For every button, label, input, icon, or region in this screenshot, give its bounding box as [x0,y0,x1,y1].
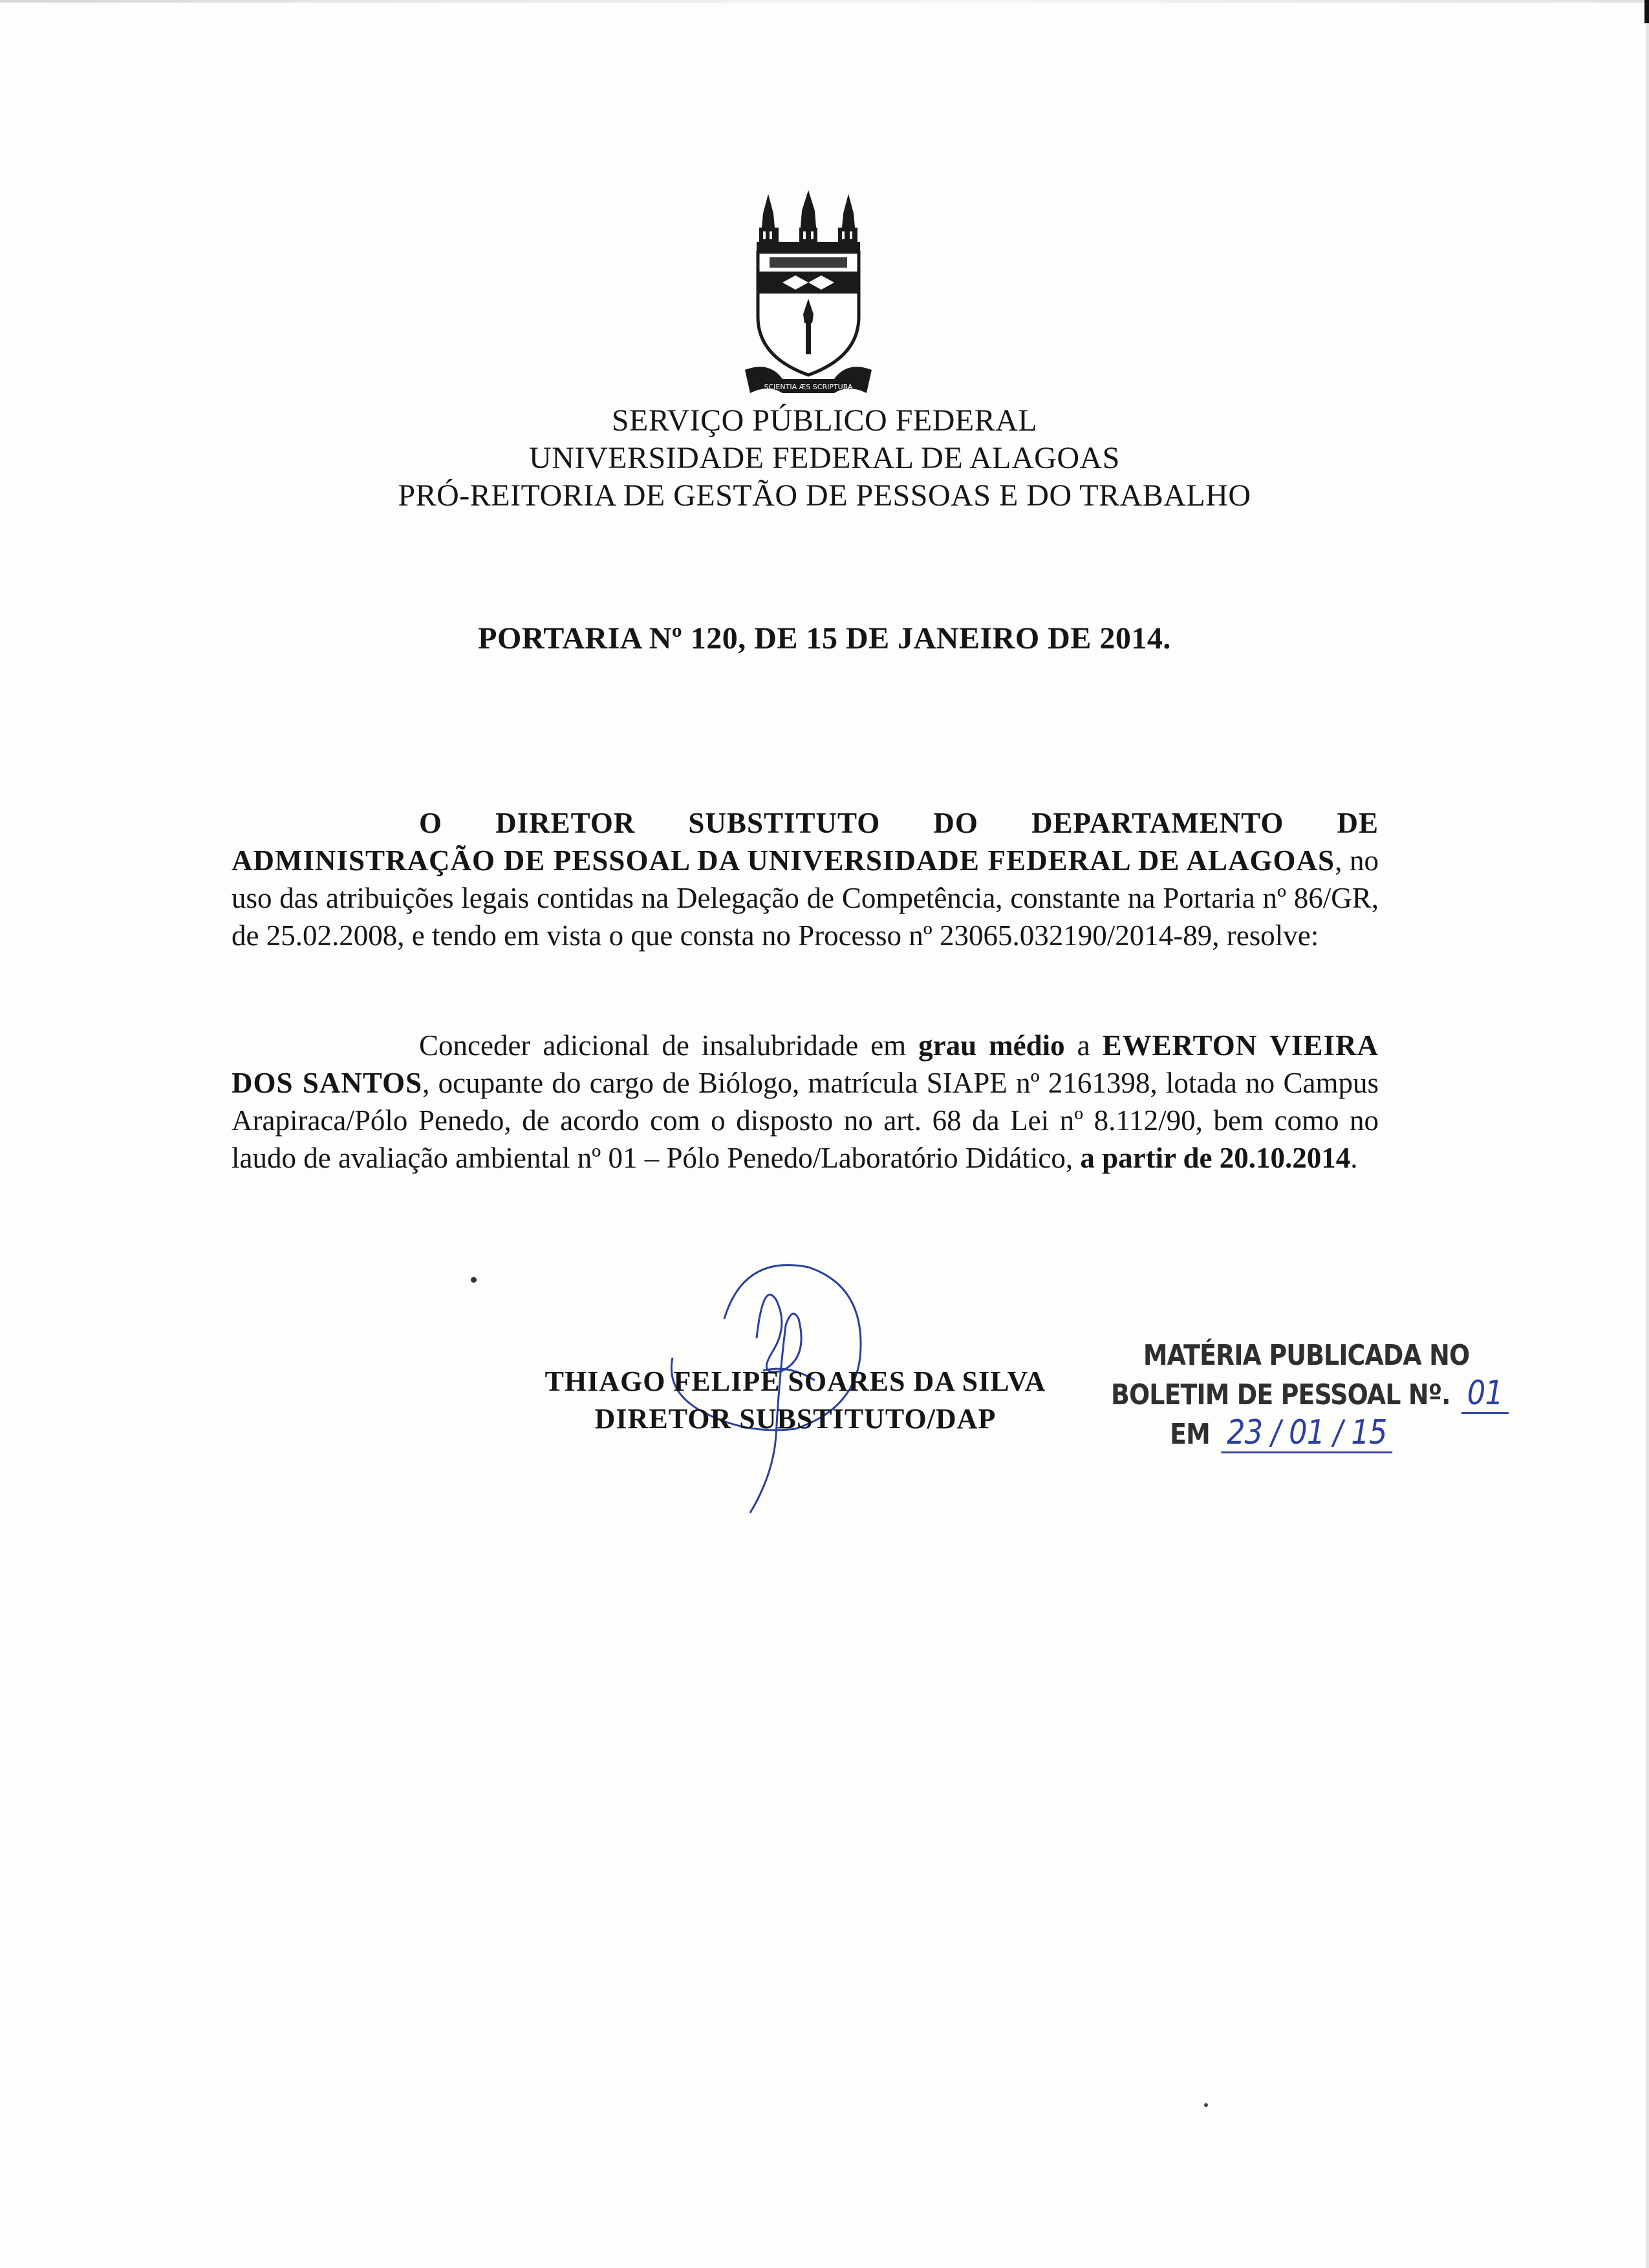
authority-text: , no uso das atribuições legais contidas na Delegação de Competência, constante na Portaria nº 86/GR, de 25.02.2008, e tendo em vista o que consta no Processo nº 23065.032190/2014-89, resolve: [232,844,1379,952]
effective-date: a partir de 20.10.2014 [1080,1142,1351,1174]
ink-speck [471,1277,477,1283]
stamp-date-label: EM [1170,1418,1210,1451]
crest-motto: SCIENTIA ÆS SCRIPTURA [764,383,853,391]
publication-stamp [1111,1337,1503,1453]
authority-heading: O DIRETOR SUBSTITUTO DO DEPARTAMENTO DE ADMINISTRAÇÃO DE PESSOAL DA UNIVERSIDADE FEDERAL DE ALAGOAS [232,807,1379,877]
employee-name: EWERTON VIEIRA DOS SANTOS [232,1029,1379,1099]
header-line-1: SERVIÇO PÚBLICO FEDERAL [611,403,1038,438]
resolution-part-1: Conceder adicional de insalubridade em [419,1029,919,1062]
stamp-date: 23 / 01 / 15 [1221,1414,1392,1453]
scan-edge-top [0,0,1649,3]
header-line-2: UNIVERSIDADE FEDERAL DE ALAGOAS [529,441,1120,475]
scan-edge-corner [1644,0,1649,23]
university-coat-of-arms-icon [744,187,873,401]
resolution-end: . [1350,1142,1358,1174]
ink-speck [1204,2103,1208,2107]
paragraph-authority [232,804,1379,954]
signer-name: THIAGO FELIPE SOARES DA SILVA [544,1365,1046,1397]
resolution-grade: grau médio [918,1029,1065,1062]
resolution-part-2: a [1064,1029,1103,1062]
signature-block [504,1363,1086,1438]
scan-edge-right [1646,0,1649,2268]
stamp-bulletin-number: 01 [1461,1375,1508,1414]
header-line-3: PRÓ-REITORIA DE GESTÃO DE PESSOAS E DO TRABALHO [398,478,1251,513]
stamp-line-1: MATÉRIA PUBLICADA NO [1143,1339,1470,1372]
resolution-part-3: , ocupante do cargo de Biólogo, matrícula SIAPE nº 2161398, lotada no Campus Arapiraca/Pólo Penedo, de acordo com o disposto no art. 68 da Lei nº 8.112/90, bem como no laudo de avaliação ambiental nº 01 – Pólo Penedo/Laboratório Didático, [232,1067,1379,1174]
paragraph-resolution [232,1027,1379,1177]
stamp-bulletin-label: BOLETIM DE PESSOAL Nº. [1111,1378,1450,1411]
stamp-line-3 [1170,1414,1434,1453]
signer-role: DIRETOR SUBSTITUTO/DAP [594,1403,997,1435]
institution-header [0,402,1649,515]
portaria-title: PORTARIA Nº 120, DE 15 DE JANEIRO DE 2014. [478,621,1171,656]
stamp-line-2 [1111,1374,1503,1414]
